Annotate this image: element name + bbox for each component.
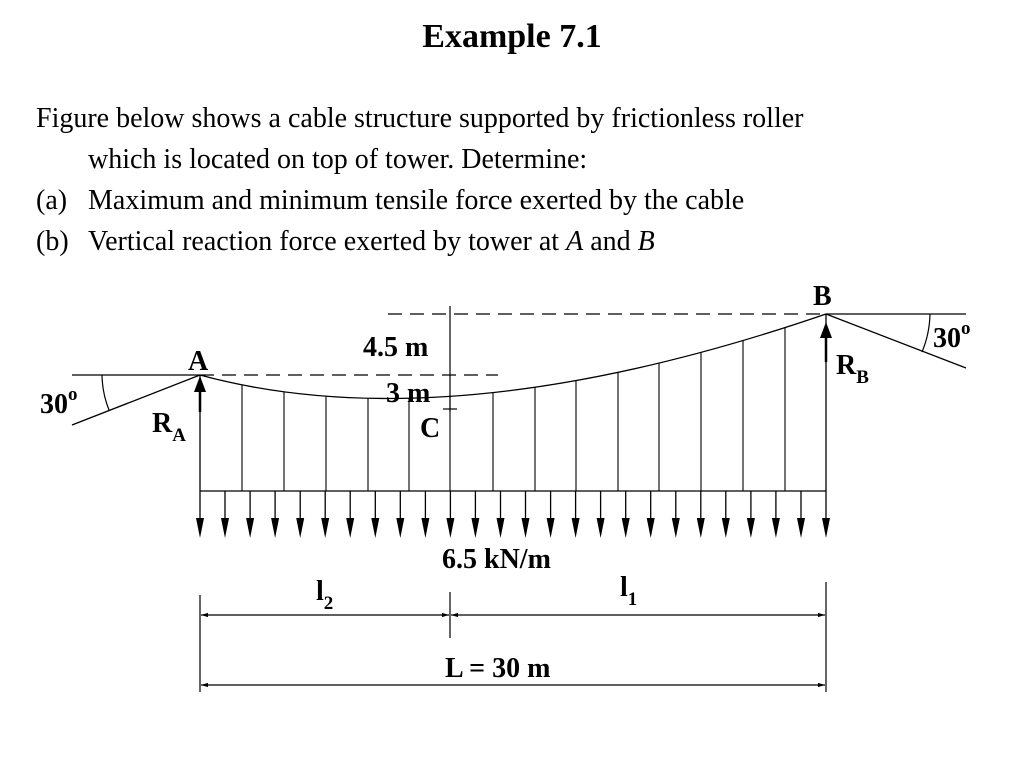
label-angle-right <box>933 318 971 354</box>
load-arrow <box>221 491 229 538</box>
label-reaction-b-sub: B <box>856 367 869 388</box>
load-arrow <box>371 491 379 538</box>
angle-arc-right <box>922 314 930 352</box>
load-arrow <box>572 491 580 538</box>
label-span-l2-sub: 2 <box>323 593 334 614</box>
label-span-l1-main: l <box>620 572 628 603</box>
label-angle-left <box>40 384 78 420</box>
label-span-l2-main: l <box>316 576 324 607</box>
question-a-label: (a) <box>36 185 68 216</box>
load-arrow <box>547 491 555 538</box>
angle-arc-left <box>102 375 109 410</box>
load-arrow <box>346 491 354 538</box>
load-arrow <box>822 491 830 538</box>
label-angle-left-unit: o <box>68 384 78 405</box>
label-load: 6.5 kN/m <box>442 544 551 575</box>
load-arrow <box>321 491 329 538</box>
question-b-var-b: B <box>637 226 655 257</box>
label-sag-c: 3 m <box>386 378 431 409</box>
load-arrow <box>747 491 755 538</box>
label-reaction-a-sub: A <box>172 425 186 446</box>
question-b-text-mid: and <box>583 226 638 257</box>
load-arrow <box>647 491 655 538</box>
question-b-label: (b) <box>36 226 69 257</box>
label-reaction-b-main: R <box>836 350 857 381</box>
label-reaction-a-main: R <box>152 408 173 439</box>
load-arrow <box>622 491 630 538</box>
load-arrows <box>196 491 830 538</box>
load-arrow <box>196 491 204 538</box>
label-reaction-a <box>152 408 186 446</box>
page-title: Example 7.1 <box>422 18 602 55</box>
label-point-c: C <box>420 413 441 444</box>
load-arrow <box>672 491 680 538</box>
label-span-total: L = 30 m <box>445 653 551 684</box>
intro-line-2: which is located on top of tower. Determine: <box>88 144 588 175</box>
load-arrow <box>421 491 429 538</box>
load-arrow <box>722 491 730 538</box>
load-arrow <box>697 491 705 538</box>
reaction-a-arrow <box>194 376 206 412</box>
load-arrow <box>772 491 780 538</box>
load-arrow <box>522 491 530 538</box>
intro-line-1: Figure below shows a cable structure supported by frictionless roller <box>36 103 804 134</box>
label-height-b: 4.5 m <box>363 332 429 363</box>
label-span-l2 <box>316 576 333 614</box>
label-angle-right-value: 30 <box>933 323 961 354</box>
load-arrow <box>597 491 605 538</box>
label-reaction-b <box>836 350 869 388</box>
load-arrow <box>497 491 505 538</box>
load-arrow <box>296 491 304 538</box>
load-arrow <box>271 491 279 538</box>
cable <box>200 314 826 398</box>
load-arrow <box>246 491 254 538</box>
load-arrow <box>471 491 479 538</box>
load-arrow <box>446 491 454 538</box>
reaction-b-arrow <box>820 322 832 362</box>
label-angle-left-value: 30 <box>40 389 68 420</box>
label-point-a: A <box>188 346 209 377</box>
question-b-text-before: Vertical reaction force exerted by tower at <box>88 226 567 257</box>
label-angle-right-unit: o <box>961 318 971 339</box>
question-a-text: Maximum and minimum tensile force exerted by the cable <box>88 185 745 216</box>
load-arrow <box>797 491 805 538</box>
label-point-b: B <box>813 281 832 312</box>
backstay-left <box>72 375 200 425</box>
label-span-l1-sub: 1 <box>627 589 638 610</box>
label-span-l1 <box>620 572 637 610</box>
load-arrow <box>396 491 404 538</box>
question-b-var-a: A <box>566 226 584 257</box>
